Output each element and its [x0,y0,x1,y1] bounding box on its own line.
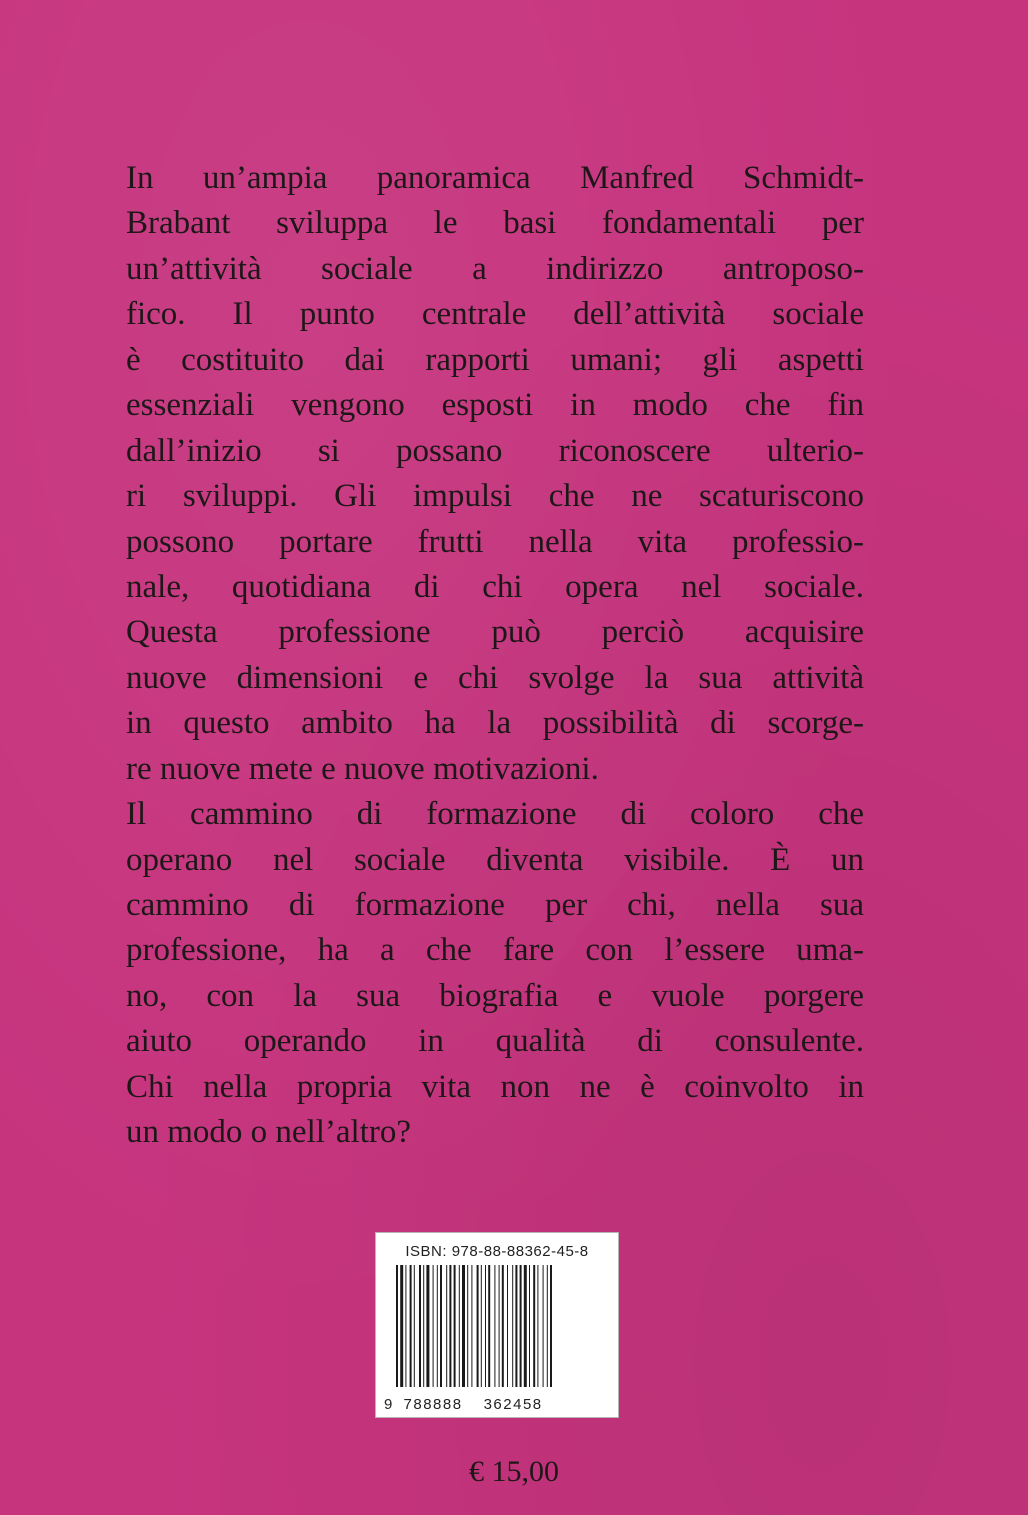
barcode-bar [462,1265,465,1387]
barcode-bar [481,1265,482,1387]
blurb-line: nuove dimensioni e chi svolge la sua attività [126,659,864,696]
barcode-bar [396,1265,398,1387]
barcode-bar [524,1265,527,1387]
barcode-bar [533,1265,535,1387]
blurb-line: essenziali vengono esposti in modo che fin [126,387,864,424]
isbn-label: ISBN: 978-88-88362-45-8 [405,1243,589,1260]
blurb-line: nale, quotidiana di chi opera nel sociale. [126,568,864,605]
barcode-bar [537,1265,538,1387]
blurb-line: In un’ampia panoramica Manfred Schmidt- [126,160,864,196]
barcode-bar [405,1265,406,1387]
barcode-bar [515,1265,517,1387]
barcode-bar [446,1265,447,1387]
barcode-bar [529,1265,530,1387]
barcode-bar [550,1265,552,1387]
blurb-line: Il cammino di formazione di coloro che [126,796,864,833]
blurb-line: ri sviluppi. Gli impulsi che ne scaturiscono [126,478,864,515]
barcode-bar [414,1265,415,1387]
blurb-line: è costituito dai rapporti umani; gli aspetti [126,341,864,378]
barcode-bar [419,1265,421,1387]
barcode-bar [426,1265,429,1387]
barcode-bar [547,1265,548,1387]
barcode-bar [410,1265,412,1387]
barcode-bar [543,1265,544,1387]
barcode-bar [459,1265,460,1387]
blurb-line: aiuto operando in qualità di consulente. [126,1023,864,1060]
price: € 15,00 [469,1455,559,1488]
blurb-line: un’attività sociale a indirizzo antroposo- [126,250,864,287]
barcode-bar [477,1265,479,1387]
isbn-barcode [375,1232,619,1418]
blurb-line: no, con la sua biografia e vuole porgere [126,977,864,1014]
ean-digits-left: 788888 [403,1396,463,1413]
blurb-line: Brabant sviluppa le basi fondamentali per [126,205,864,242]
blurb-line: un modo o nell’altro? [126,1114,412,1151]
barcode-bar [454,1265,456,1387]
blurb-line: Chi nella propria vita non ne è coinvolto in [126,1068,864,1105]
blurb-line: professione, ha a che fare con l’essere uma- [126,932,864,969]
barcode-bar [449,1265,451,1387]
blurb-line: dall’inizio si possano riconoscere ulterio- [126,432,864,469]
ean-digits-right: 362458 [483,1396,543,1413]
barcode-bar [488,1265,490,1387]
blurb-line: Questa professione può perciò acquisire [126,614,864,651]
barcode-bar [520,1265,522,1387]
blurb-line: fico. Il punto centrale dell’attività sociale [126,296,864,333]
blurb-line: re nuove mete e nuove motivazioni. [126,750,599,787]
barcode-bar [467,1265,468,1387]
blurb-line: operano nel sociale diventa visibile. È un [126,841,864,878]
barcode-bar [433,1265,434,1387]
barcode-bar [471,1265,472,1387]
barcode-bar [499,1265,500,1387]
barcode-bar [440,1265,442,1387]
barcode-bar [512,1265,513,1387]
barcode-bar [494,1265,495,1387]
blurb-text [126,156,864,1156]
barcode-bars [394,1265,606,1407]
barcode-bar [437,1265,438,1387]
blurb-line: possono portare frutti nella vita professio- [126,523,864,560]
barcode-bar [502,1265,504,1387]
barcode-bar [507,1265,508,1387]
blurb-line: in questo ambito ha la possibilità di scorge- [126,705,864,742]
barcode-bar [400,1265,403,1387]
ean-digit-first: 9 [384,1396,394,1413]
blurb-line: cammino di formazione per chi, nella sua [126,887,864,923]
barcode-bar [485,1265,486,1387]
barcode-bar [423,1265,424,1387]
ean-digits [382,1396,545,1413]
